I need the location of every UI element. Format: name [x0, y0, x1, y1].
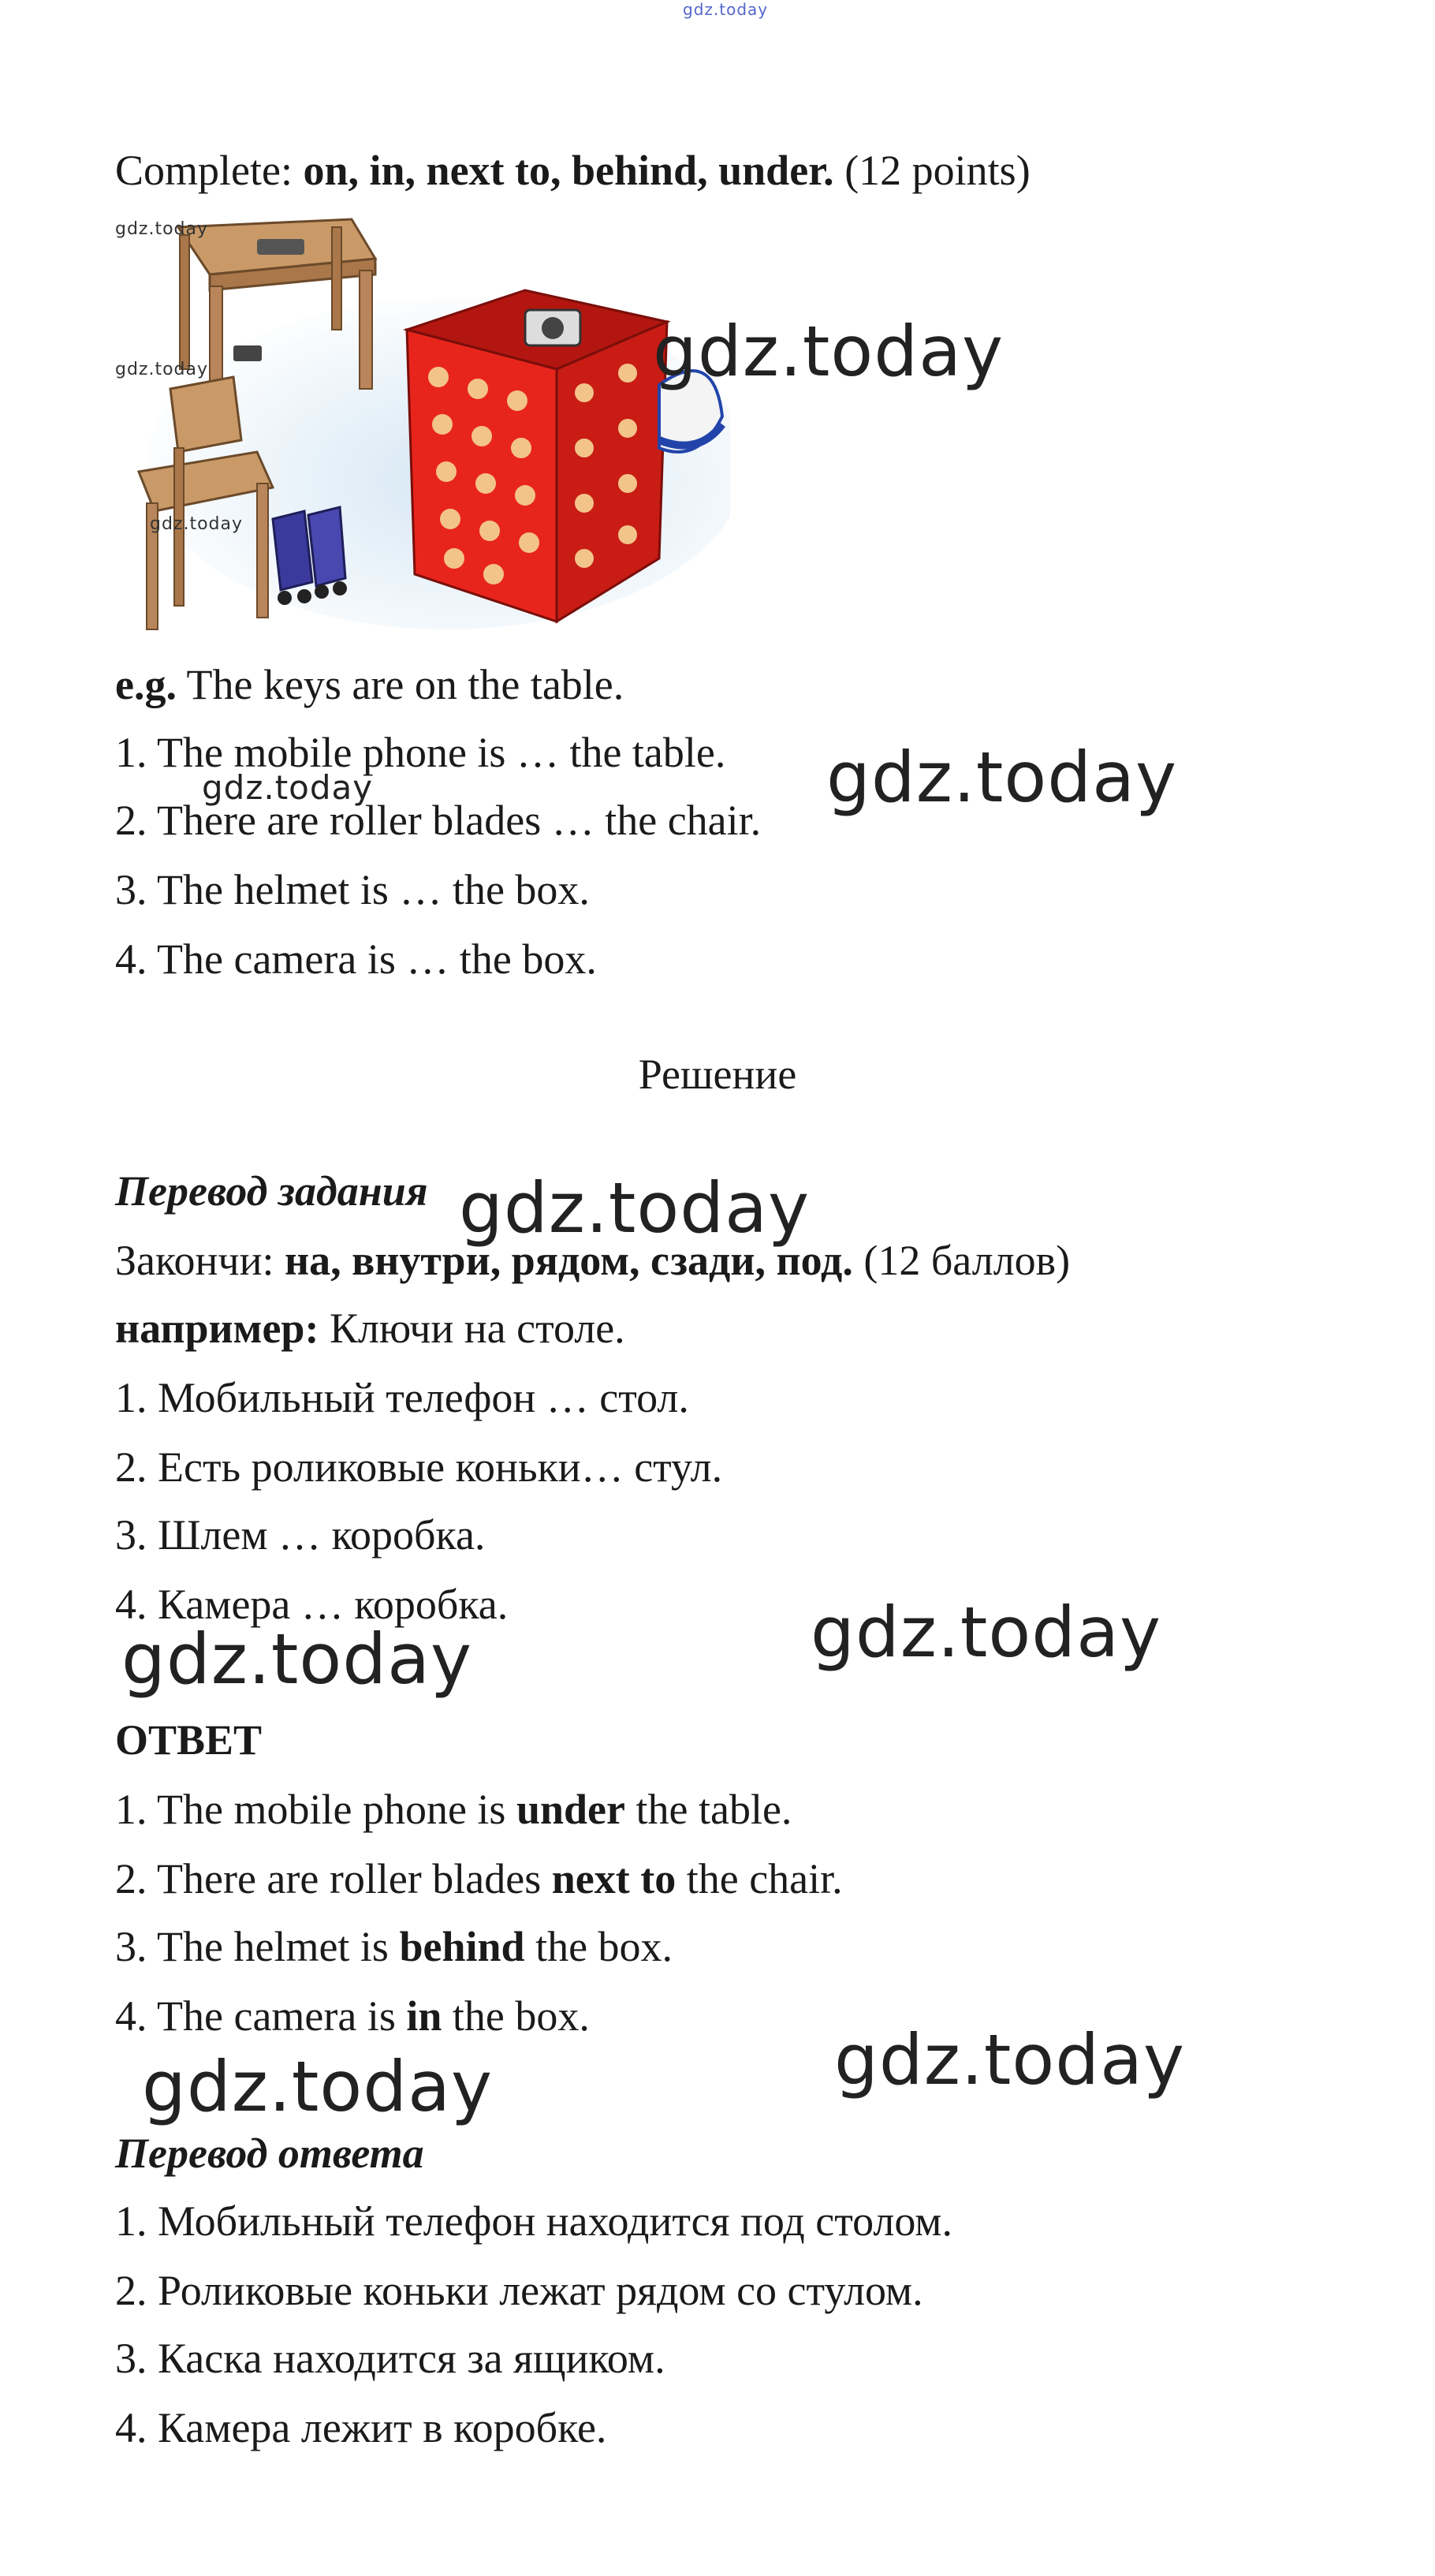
answer-translation-item-4: 4. Камера лежит в коробке. — [115, 2404, 607, 2451]
exercise-item-2: 2. There are roller blades … the chair. — [115, 797, 762, 844]
watermark-5: gdz.today — [811, 1592, 1162, 1673]
watermark-2: gdz.today — [202, 768, 374, 807]
translation-prefix: Закончи: — [115, 1237, 285, 1284]
answer-2-before: 2. There are roller blades — [115, 1855, 552, 1902]
task-instruction — [115, 145, 1031, 196]
translation-task-instruction — [115, 1235, 1070, 1286]
furniture-scene-illustration — [115, 211, 730, 641]
watermark-image-3: gdz.today — [150, 514, 244, 534]
translation-example-line — [115, 1303, 625, 1353]
answer-translation-item-1: 1. Мобильный телефон находится под столом. — [115, 2197, 952, 2245]
answer-item-4 — [115, 1991, 590, 2041]
answer-2-after: the chair. — [676, 1855, 843, 1902]
answer-translation-item-3: 3. Каска находится за ящиком. — [115, 2335, 665, 2382]
example-text: The keys are on the table. — [176, 661, 624, 708]
task-words: on, in, next to, behind, under. — [303, 147, 834, 194]
task-points: (12 points) — [833, 147, 1031, 194]
answer-1-before: 1. The mobile phone is — [115, 1786, 516, 1833]
translation-task-heading: Перевод задания — [115, 1167, 428, 1215]
translation-words: на, внутри, рядом, сзади, под. — [284, 1237, 853, 1284]
watermark-8: gdz.today — [142, 2046, 494, 2127]
example-line — [115, 659, 624, 710]
watermark-1: gdz.today — [653, 311, 1004, 392]
answer-item-2 — [115, 1854, 843, 1904]
answer-4-word: in — [406, 1992, 442, 2040]
answer-translation-heading: Перевод ответа — [115, 2130, 424, 2177]
exercise-item-3: 3. The helmet is … the box. — [115, 866, 590, 913]
mobile-phone-icon — [233, 345, 262, 361]
answer-translation-item-2: 2. Роликовые коньки лежат рядом со стулом. — [115, 2267, 923, 2314]
exercise-item-4: 4. The camera is … the box. — [115, 935, 597, 983]
answer-3-before: 3. The helmet is — [115, 1923, 400, 1970]
watermark-image-2: gdz.today — [115, 360, 209, 379]
watermark-4: gdz.today — [459, 1167, 811, 1249]
task-prefix: Complete: — [115, 147, 304, 194]
translation-example-label: например: — [115, 1305, 319, 1352]
translation-item-3: 3. Шлем … коробка. — [115, 1511, 486, 1559]
translation-item-4: 4. Камера … коробка. — [115, 1581, 509, 1628]
answer-4-after: the box. — [442, 1992, 590, 2040]
answer-item-3 — [115, 1921, 673, 1972]
answer-3-after: the box. — [524, 1923, 673, 1970]
answer-2-word: next to — [551, 1855, 676, 1902]
answer-3-word: behind — [399, 1923, 525, 1970]
watermark-3: gdz.today — [826, 737, 1178, 818]
translation-item-2: 2. Есть роликовые коньки… стул. — [115, 1443, 723, 1491]
answer-4-before: 4. The camera is — [115, 1992, 407, 2040]
answer-heading: ОТВЕТ — [115, 1716, 263, 1764]
translation-item-1: 1. Мобильный телефон … стол. — [115, 1374, 689, 1421]
watermark-7: gdz.today — [834, 2019, 1186, 2100]
watermark-image-1: gdz.today — [115, 219, 209, 239]
camera-icon — [525, 310, 580, 345]
answer-1-after: the table. — [625, 1786, 792, 1833]
example-label: e.g. — [115, 661, 177, 708]
exercise-item-1: 1. The mobile phone is … the table. — [115, 729, 726, 776]
translation-points: (12 баллов) — [852, 1237, 1071, 1284]
solution-heading: Решение — [638, 1051, 797, 1098]
watermark-top: gdz.today — [683, 0, 769, 19]
watermark-6: gdz.today — [121, 1618, 473, 1700]
answer-1-word: under — [516, 1786, 625, 1833]
answer-item-1 — [115, 1784, 792, 1835]
translation-example-text: Ключи на столе. — [319, 1305, 625, 1352]
keys-icon — [257, 239, 304, 255]
